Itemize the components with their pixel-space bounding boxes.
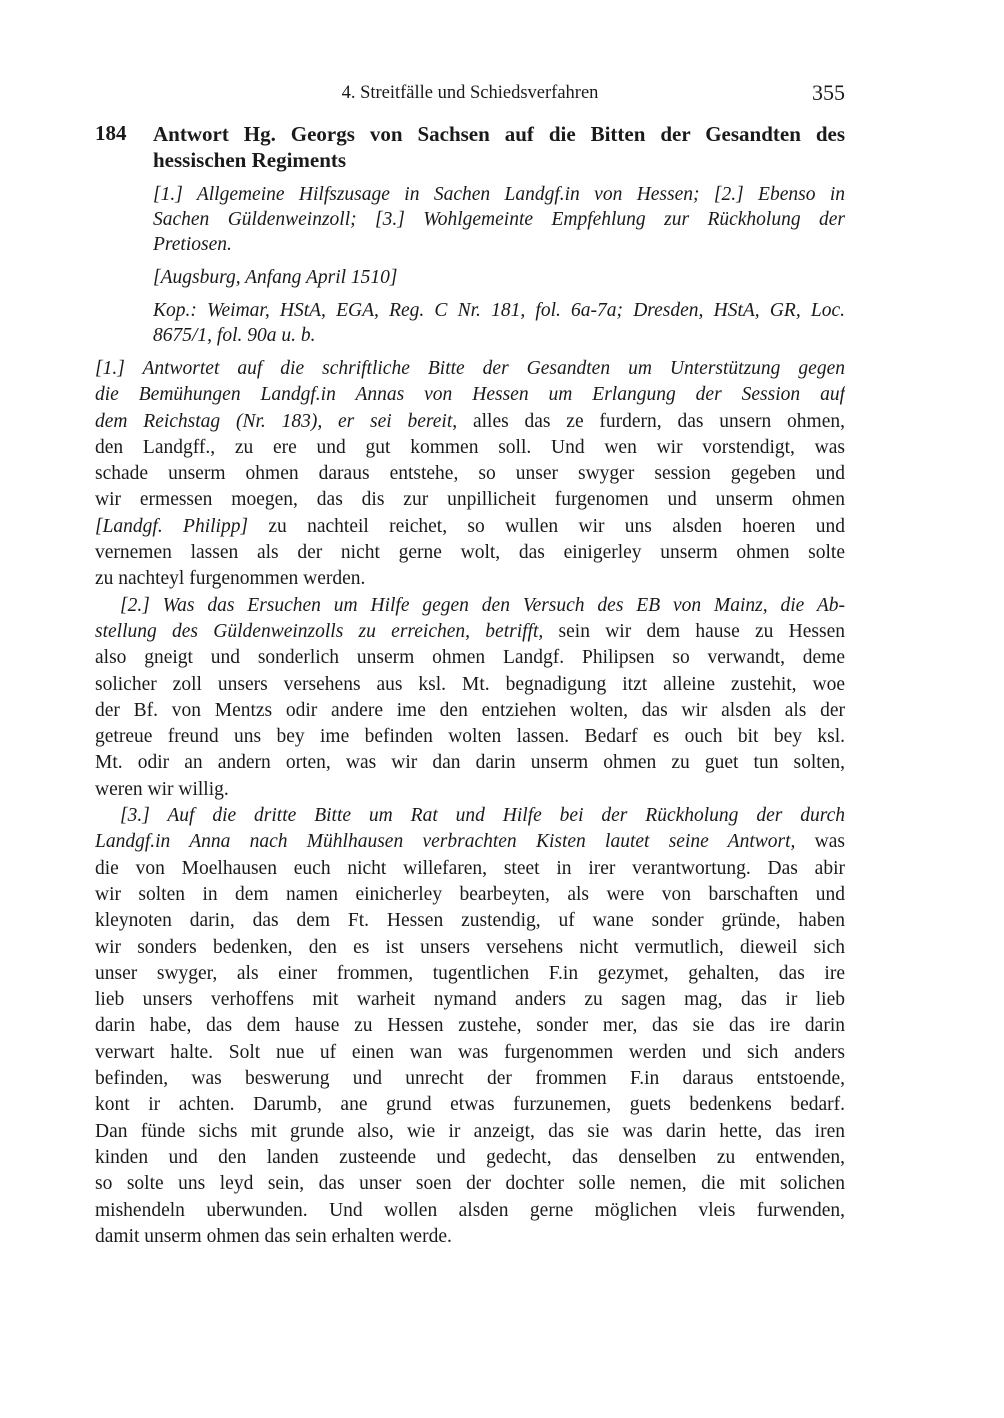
source-text: kinden und den landen zusteende und gedecht, das denselben zu entwenden,	[95, 1146, 845, 1168]
source-text: kont ir achten. Darumb, ane grund etwas furzunemen, guets bedenkens bedarf.	[95, 1094, 845, 1116]
source-text: kleynoten darin, das dem Ft. Hessen zustendig, uf wane sonder gründe, haben	[95, 910, 845, 932]
source-text: den Landgff., zu ere und gut kommen soll. Und wen wir vorstendigt, was	[95, 436, 845, 458]
source-text: sein wir dem hause zu Hessen	[543, 620, 845, 642]
source-text: zu nachteil reichet, so wullen wir uns alsden hoeren und	[248, 515, 845, 537]
text-line	[95, 750, 845, 776]
text-line	[95, 461, 845, 487]
entry-source	[153, 298, 845, 348]
entry-metadata	[153, 182, 845, 348]
heading-line: Antwort Hg. Georgs von Sachsen auf die Bitten der Gesandten des	[153, 122, 845, 146]
heading-line: hessischen Regiments	[153, 148, 347, 173]
text-line	[95, 540, 845, 566]
document-entry	[95, 121, 845, 348]
text-line	[95, 698, 845, 724]
source-text: darin habe, das dem hause zu Hessen zustehe, sonder mer, das sie das ire darin	[95, 1015, 845, 1037]
text-line	[95, 1224, 845, 1250]
editorial-text: die Bemühungen Landgf.in Annas von Hessen um Erlangung der Session auf	[95, 384, 845, 406]
source-text: befinden, was beswerung und unrecht der frommen F.in daraus entstoende,	[95, 1068, 845, 1090]
editorial-text: dem Reichstag (Nr. 183), er sei bereit	[95, 410, 453, 432]
text-line	[95, 619, 845, 645]
source-text: die von Moelhausen euch nicht willefaren, steet in irer verantwortung. Das abir	[95, 857, 845, 879]
source-text: der Bf. von Mentzs odir andere ime den entziehen wolten, das wir alsden als der	[95, 699, 845, 721]
editorial-text: [2.] Was das Ersuchen um Hilfe gegen den Versuch des EB von Mainz, die Ab-	[120, 594, 845, 616]
text-line	[95, 777, 845, 803]
source-line: 8675/1, fol. 90a u. b.	[153, 324, 316, 346]
running-header	[95, 80, 845, 106]
text-line	[95, 1171, 845, 1197]
date-line: [Augsburg, Anfang April 1510]	[153, 266, 398, 288]
page-number: 355	[812, 80, 845, 105]
text-line	[95, 487, 845, 513]
text-line	[95, 856, 845, 882]
source-text: wir ermessen moegen, das dis zur unpillicheit furgenomen und unserm ohmen	[95, 489, 845, 511]
source-text: schade unserm ohmen daraus entstehe, so unser swyger session gegeben und	[95, 463, 845, 485]
text-line	[95, 409, 845, 435]
editorial-text: [Landgf. Philipp]	[95, 515, 249, 537]
entry-date	[153, 265, 845, 290]
text-line	[95, 1040, 845, 1066]
text-line	[95, 435, 845, 461]
source-text: Dan fünde sichs mit grunde also, wie ir anzeigt, das sie was darin hette, das iren	[95, 1120, 845, 1142]
summary-line: [1.] Allgemeine Hilfszusage in Sachen Landgf.in von Hessen; [2.] Ebenso in	[153, 183, 845, 205]
source-text: lieb unsers verhoffens mit warheit nymand anders zu sagen mag, das ir lieb	[95, 989, 845, 1011]
text-line	[95, 724, 845, 750]
source-text: so solte uns leyd sein, das unser soen der dochter solle nemen, die mit solichen	[95, 1173, 845, 1195]
text-line	[95, 672, 845, 698]
text-line	[95, 1198, 845, 1224]
text-line	[95, 882, 845, 908]
text-line	[95, 908, 845, 934]
source-text: mishendeln uberwunden. Und wollen alsden gerne möglichen vleis furwenden,	[95, 1199, 845, 1221]
text-line	[95, 829, 845, 855]
entry-number: 184	[95, 121, 127, 145]
text-line	[95, 1145, 845, 1171]
source-text: Mt. odir an andern orten, was wir dan darin unserm ohmen zu guet tun solten,	[95, 752, 845, 774]
source-text: vernemen lassen als der nicht gerne wolt, das einigerley unserm ohmen solte	[95, 542, 845, 564]
text-line	[95, 1066, 845, 1092]
source-text: verwart halte. Solt nue uf einen wan was furgenommen werden und sich anders	[95, 1041, 845, 1063]
text-line	[95, 593, 845, 619]
source-text: solicher zoll unsers versehens aus ksl. Mt. begnadigung itzt alleine zustehit, woe	[95, 673, 845, 695]
text-line	[95, 356, 845, 382]
editorial-text: [3.] Auf die dritte Bitte um Rat und Hilfe bei der Rückholung der durch	[120, 805, 845, 827]
text-line	[95, 566, 845, 592]
text-line	[95, 1013, 845, 1039]
source-text: zu nachteyl furgenommen werden.	[95, 568, 366, 590]
text-line	[95, 935, 845, 961]
editorial-text: [1.] Antwortet auf die schriftliche Bitte der Gesandten um Unterstützung gegen	[95, 358, 845, 379]
source-text: was	[795, 831, 845, 853]
entry-summary	[153, 182, 845, 257]
entry-heading	[153, 121, 845, 174]
text-line	[95, 961, 845, 987]
text-line	[95, 987, 845, 1013]
text-line	[95, 1092, 845, 1118]
source-text: weren wir willig.	[95, 778, 229, 800]
source-text: damit unserm ohmen das sein erhalten werde.	[95, 1225, 452, 1247]
summary-line: Sachen Güldenweinzoll; [3.] Wohlgemeinte Empfehlung zur Rückholung der	[153, 208, 845, 230]
source-text: wir solten in dem namen einicherley bearbeyten, als were von barschaften und	[95, 883, 845, 905]
paragraph	[95, 356, 845, 593]
source-text: , alles das ze furdern, das unsern ohmen,	[452, 410, 845, 432]
text-line	[95, 803, 845, 829]
source-text: wir sonders bedenken, den es ist unsers versehens nicht vermutlich, dieweil sich	[95, 936, 845, 958]
text-line	[95, 382, 845, 408]
editorial-text: Landgf.in Anna nach Mühlhausen verbrachten Kisten lautet seine Antwort,	[95, 831, 796, 853]
body-text	[95, 356, 845, 1250]
source-text: getreue freund uns bey ime befinden wolten lassen. Bedarf es ouch bit bey ksl.	[95, 726, 845, 748]
summary-line: Pretiosen.	[153, 233, 232, 255]
editorial-text: stellung des Güldenweinzolls zu erreichen, betrifft,	[95, 620, 544, 642]
running-header-title: 4. Streitfälle und Schiedsverfahren	[341, 83, 599, 103]
source-line: Kop.: Weimar, HStA, EGA, Reg. C Nr. 181, fol. 6a-7a; Dresden, HStA, GR, Loc.	[153, 299, 845, 321]
text-line	[95, 645, 845, 671]
source-text: also gneigt und sonderlich unserm ohmen Landgf. Philipsen so verwandt, deme	[95, 647, 845, 669]
text-line	[95, 514, 845, 540]
paragraph	[95, 803, 845, 1250]
paragraph	[95, 593, 845, 803]
source-text: unser swyger, als einer frommen, tugentlichen F.in gezymet, gehalten, das ire	[95, 962, 845, 984]
text-line	[95, 1119, 845, 1145]
